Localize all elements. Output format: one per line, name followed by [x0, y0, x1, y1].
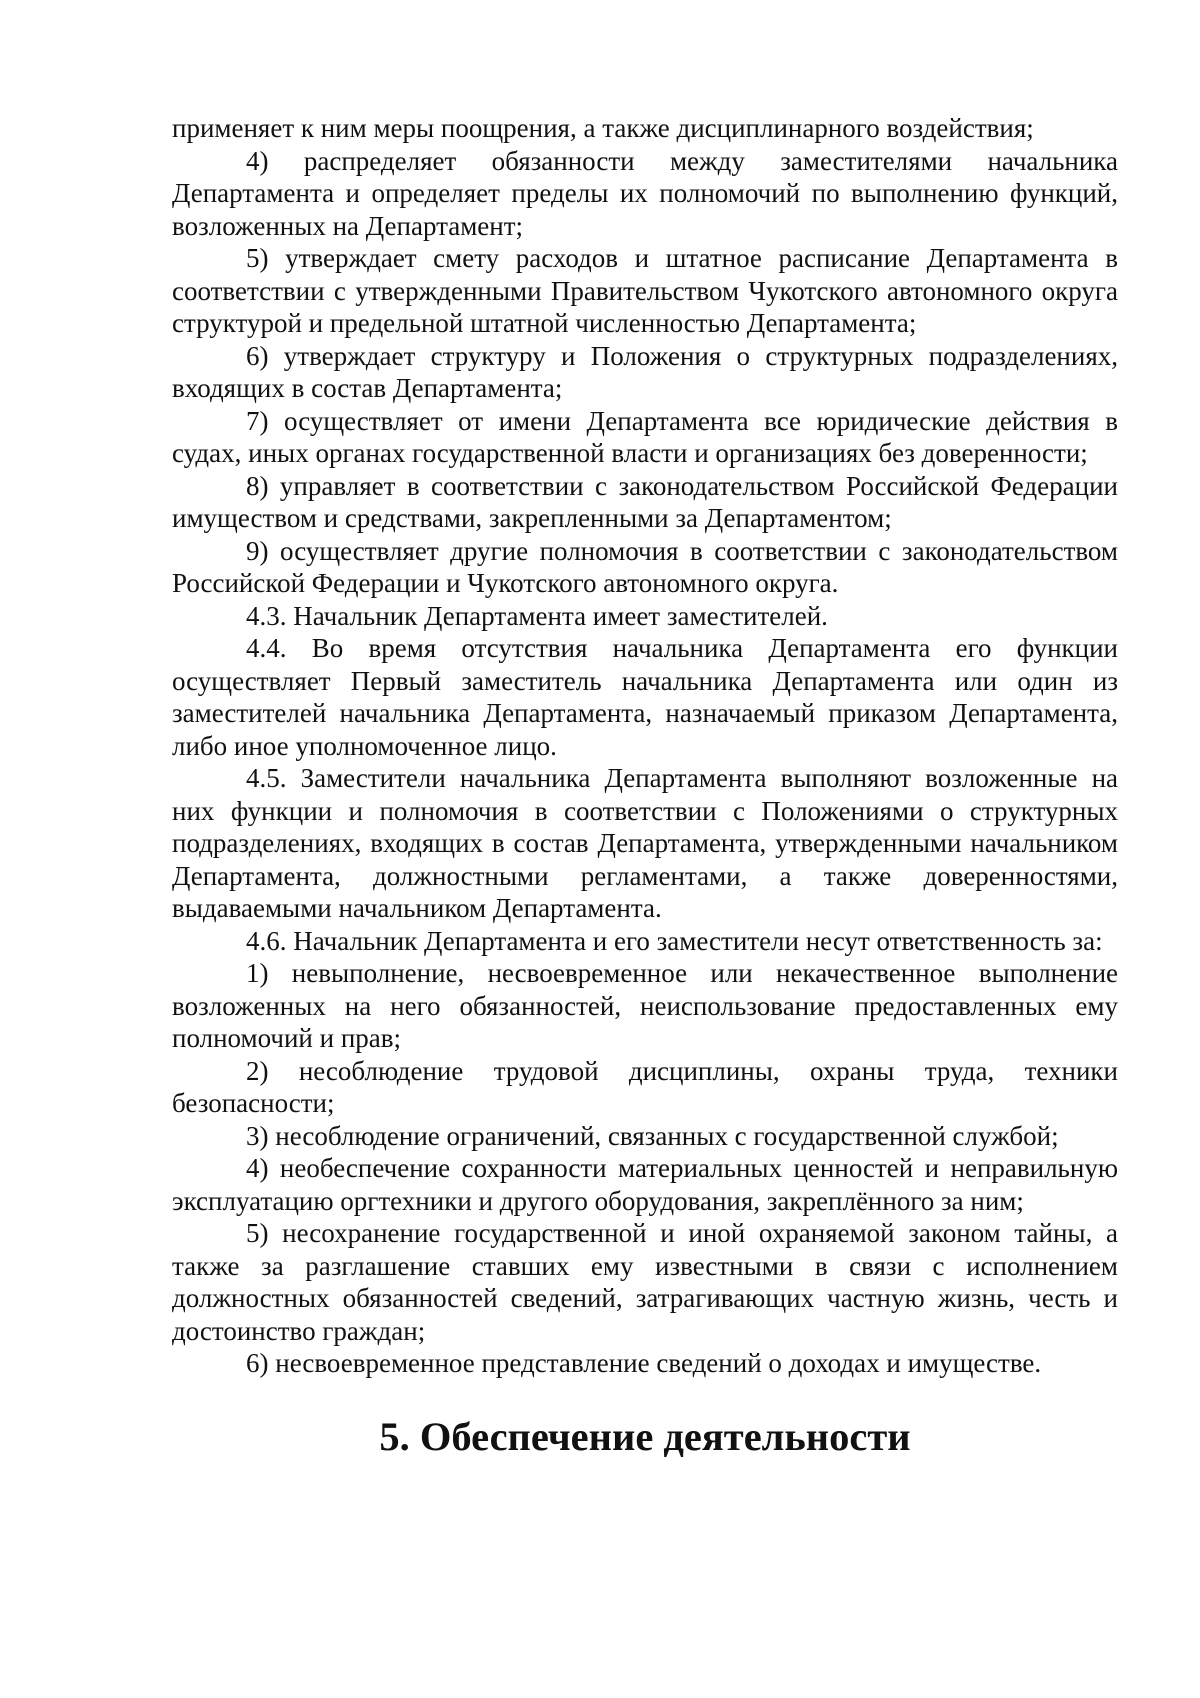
- paragraph-4-6: 4.6. Начальник Департамента и его заместители несут ответственность за:: [246, 925, 1103, 956]
- section-heading: 5. Обеспечение деятельности: [379, 1413, 911, 1459]
- paragraph-4-4: 4.4. Во время отсутствия начальника Департамента его функции осуществляет Первый заместитель начальника Департамента или один из заместителей начальника Департамента, назначаемый приказом Департамента, либо иное уполномоченное лицо.: [172, 633, 1118, 761]
- document-body: [172, 112, 1118, 1459]
- paragraph-liability-2: 2) несоблюдение трудовой дисциплины, охраны труда, техники безопасности;: [172, 1055, 1118, 1118]
- paragraph-liability-3: 3) несоблюдение ограничений, связанных с государственной службой;: [246, 1120, 1059, 1151]
- paragraph-item-8-property: 8) управляет в соответствии с законодательством Российской Федерации имуществом и средствами, закрепленными за Департаментом;: [172, 470, 1118, 533]
- paragraph-liability-5: 5) несохранение государственной и иной охраняемой законом тайны, а также за разглашение ставших ему известными в связи с исполнением должностных обязанностей сведений, затрагивающих частную жизнь, честь и достоинство граждан;: [172, 1218, 1118, 1346]
- paragraph-4-5: 4.5. Заместители начальника Департамента выполняют возложенные на них функции и полномочия в соответствии с Положениями о структурных подразделениях, входящих в состав Департамента, утвержденными начальником Департамента, должностными регламентами, а также доверенностями, выдаваемыми начальником Департамента.: [172, 763, 1118, 923]
- paragraph-liability-4: 4) необеспечение сохранности материальных ценностей и неправильную эксплуатацию оргтехники и другого оборудования, закреплённого за ним;: [172, 1153, 1118, 1216]
- paragraph-item-9-other-powers: 9) осуществляет другие полномочия в соответствии с законодательством Российской Федерации и Чукотского автономного округа.: [172, 535, 1118, 598]
- paragraph-liability-1: 1) невыполнение, несвоевременное или некачественное выполнение возложенных на него обязанностей, неиспользование предоставленных ему полномочий и прав;: [172, 958, 1118, 1053]
- paragraph-continuation: применяет к ним меры поощрения, а также дисциплинарного воздействия;: [172, 113, 1034, 143]
- paragraph-liability-6: 6) несвоевременное представление сведений о доходах и имуществе.: [246, 1348, 1042, 1378]
- paragraph-item-5-budget: 5) утверждает смету расходов и штатное расписание Департамента в соответствии с утвержденными Правительством Чукотского автономного округа структурой и предельной штатной численностью Департамента;: [172, 243, 1118, 338]
- paragraph-item-6-structure: 6) утверждает структуру и Положения о структурных подразделениях, входящих в состав Департамента;: [172, 340, 1118, 403]
- paragraph-4-3: 4.3. Начальник Департамента имеет заместителей.: [246, 600, 828, 631]
- paragraph-item-4-duties: 4) распределяет обязанности между заместителями начальника Департамента и определяет пределы их полномочий по выполнению функций, возложенных на Департамент;: [172, 145, 1118, 241]
- paragraph-item-7-legal-actions: 7) осуществляет от имени Департамента все юридические действия в судах, иных органах государственной власти и организациях без доверенности;: [172, 405, 1118, 468]
